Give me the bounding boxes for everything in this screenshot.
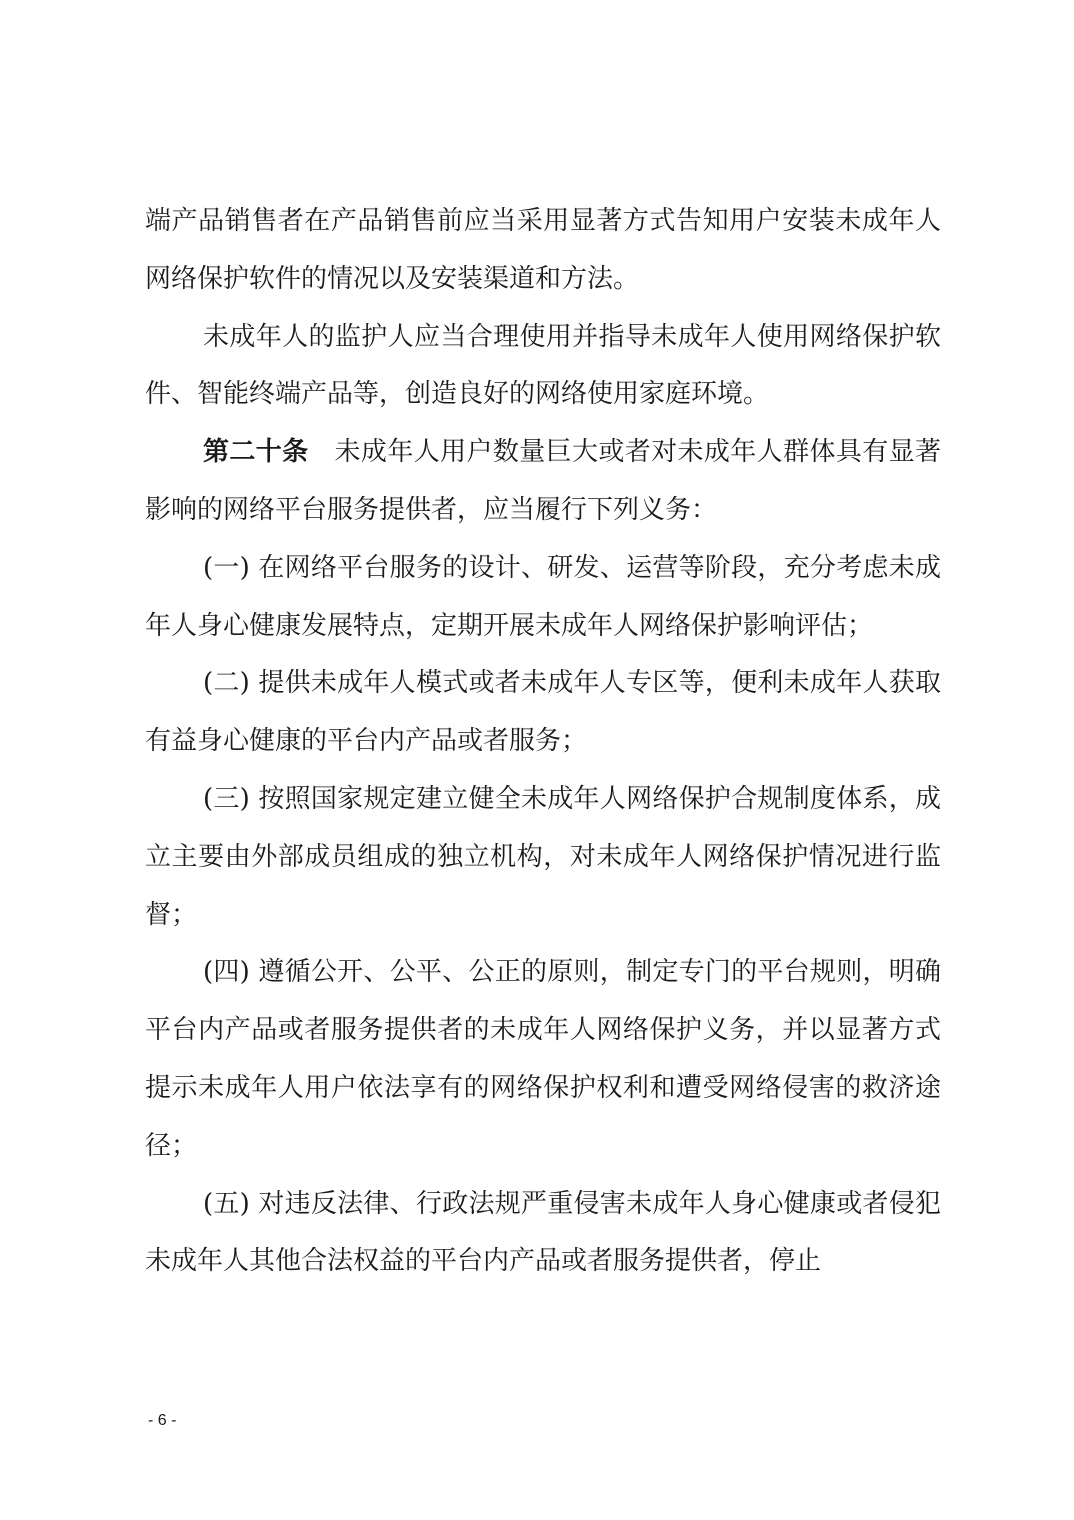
list-item-2: (二) 提供未成年人模式或者未成年人专区等，便利未成年人获取有益身心健康的平台内产品或者服务； (145, 668, 941, 757)
paragraph-guardian: 未成年人的监护人应当合理使用并指导未成年人使用网络保护软件、智能终端产品等，创造良好的网络使用家庭环境。 (145, 321, 941, 410)
article-number: 第二十条 (203, 437, 309, 468)
article-text: 未成年人用户数量巨大或者对未成年人群体具有显著影响的网络平台服务提供者，应当履行下列义务： (145, 437, 941, 525)
list-item-4: (四) 遵循公开、公平、公正的原则，制定专门的平台规则，明确平台内产品或者服务提供者的未成年人网络保护义务，并以显著方式提示未成年人用户依法享有的网络保护权利和遭受网络侵害的救济途径； (145, 957, 941, 1161)
paragraph-article-20 (145, 424, 941, 540)
page-number: - 6 - (148, 1412, 177, 1429)
paragraph-continuation: 端产品销售者在产品销售前应当采用显著方式告知用户安装未成年人网络保护软件的情况以及安装渠道和方法。 (145, 206, 941, 294)
list-item-5: (五) 对违反法律、行政法规严重侵害未成年人身心健康或者侵犯未成年人其他合法权益的平台内产品或者服务提供者，停止 (145, 1188, 941, 1277)
document-body (145, 193, 941, 1291)
list-item-3: (三) 按照国家规定建立健全未成年人网络保护合规制度体系，成立主要由外部成员组成的独立机构，对未成年人网络保护情况进行监督； (145, 783, 941, 930)
list-item-1: (一) 在网络平台服务的设计、研发、运营等阶段，充分考虑未成年人身心健康发展特点，定期开展未成年人网络保护影响评估； (145, 552, 941, 641)
